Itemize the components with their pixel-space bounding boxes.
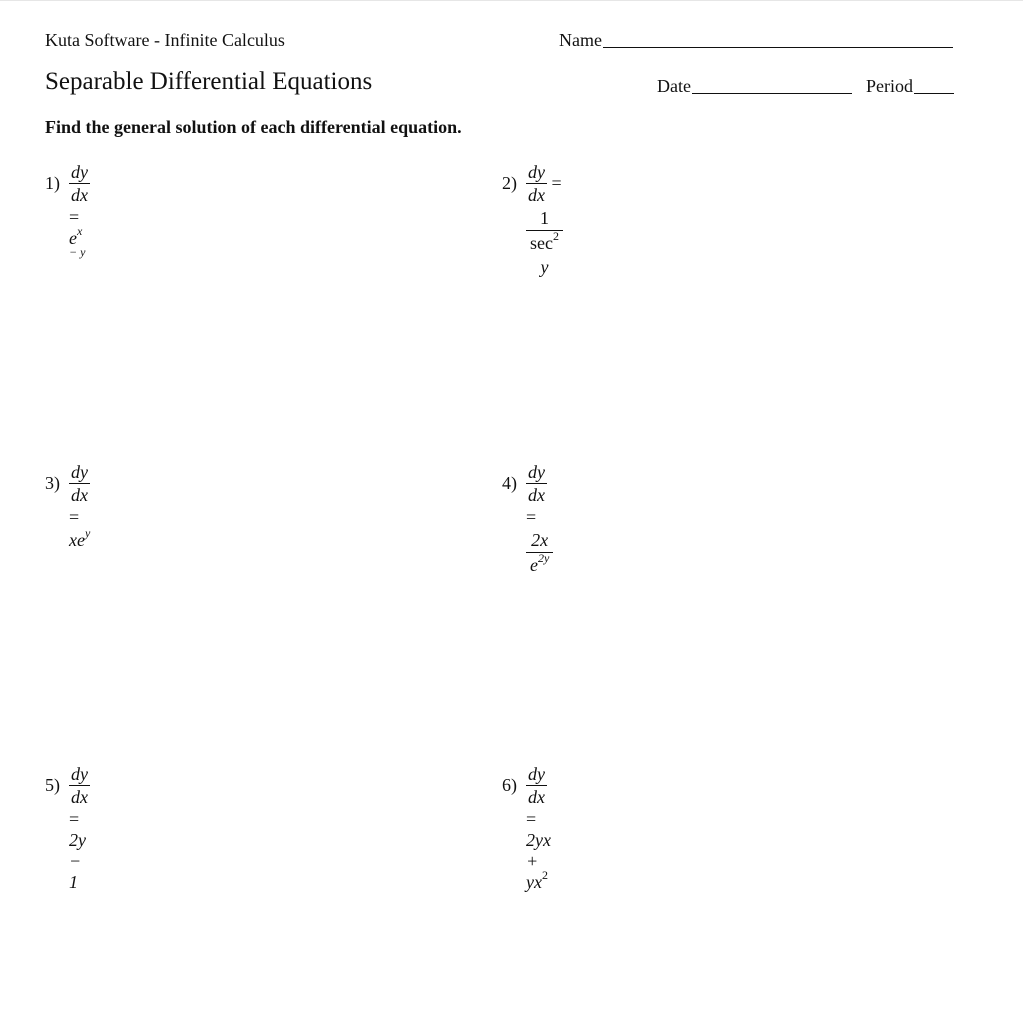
instructions: Find the general solution of each differential equation.: [45, 117, 462, 137]
fraction-numerator: dy: [528, 764, 545, 784]
fraction-numerator: dy: [71, 462, 88, 482]
equals-sign: =: [526, 507, 537, 528]
name-blank-line[interactable]: [603, 46, 953, 48]
fraction-numerator: dy: [528, 462, 545, 482]
problem-number: 5): [45, 775, 60, 795]
fraction-numerator: dy: [71, 764, 88, 784]
derivative-fraction: [69, 763, 90, 808]
rhs-numerator: 1: [539, 208, 549, 228]
derivative-fraction: [69, 161, 90, 206]
derivative-fraction: [526, 763, 547, 808]
fraction-denominator: dx: [71, 787, 88, 807]
fraction-denominator: dx: [528, 485, 545, 505]
period-field[interactable]: [866, 76, 954, 97]
problem-number: 3): [45, 473, 60, 493]
date-blank-line[interactable]: [692, 92, 852, 94]
derivative-fraction: [526, 461, 547, 506]
problem-number: 2): [502, 173, 517, 193]
problem-number: 6): [502, 775, 517, 795]
equals-sign: =: [526, 809, 537, 830]
right-hand-side: 2y − 1: [69, 830, 86, 893]
problem-number: 1): [45, 173, 60, 193]
date-field[interactable]: [657, 76, 852, 97]
rhs-exponent: x − y: [69, 224, 86, 260]
right-hand-side: [69, 224, 90, 270]
page-title: Separable Differential Equations: [45, 68, 373, 95]
derivative-fraction: [69, 461, 90, 506]
rhs-fraction: [526, 206, 563, 279]
equals-sign: =: [69, 207, 80, 228]
fraction-denominator: dx: [71, 485, 88, 505]
equals-sign: =: [69, 809, 80, 830]
brand-label: Kuta Software - Infinite Calculus: [45, 30, 285, 50]
page-top-rule: [0, 0, 1023, 1]
rhs-text: 2yx + yx: [526, 830, 551, 893]
date-label: Date: [657, 76, 691, 96]
right-hand-side: [526, 830, 551, 893]
name-field[interactable]: [559, 30, 953, 51]
rhs-base: e: [69, 228, 77, 249]
fraction-numerator: dy: [528, 162, 545, 182]
fraction-denominator: dx: [71, 185, 88, 205]
rhs-exponent: y: [84, 525, 91, 540]
equals-sign: =: [551, 173, 562, 193]
rhs-denominator: $\sec^2 y$: [530, 229, 559, 277]
derivative-fraction: [526, 161, 547, 206]
rhs-denominator: $e^{2y}$: [530, 551, 550, 576]
rhs-numerator: 2x: [531, 530, 549, 551]
period-label: Period: [866, 76, 913, 96]
fraction-denominator: dx: [528, 185, 545, 205]
rhs-fraction: [526, 528, 553, 577]
right-hand-side: [69, 525, 91, 551]
period-blank-line[interactable]: [914, 92, 954, 94]
problem-number: 4): [502, 473, 517, 493]
fraction-denominator: dx: [528, 787, 545, 807]
rhs-exponent: 2: [541, 868, 548, 883]
name-label: Name: [559, 30, 602, 50]
equals-sign: =: [69, 507, 80, 528]
rhs-base: xe: [69, 529, 85, 550]
fraction-numerator: dy: [71, 162, 88, 182]
